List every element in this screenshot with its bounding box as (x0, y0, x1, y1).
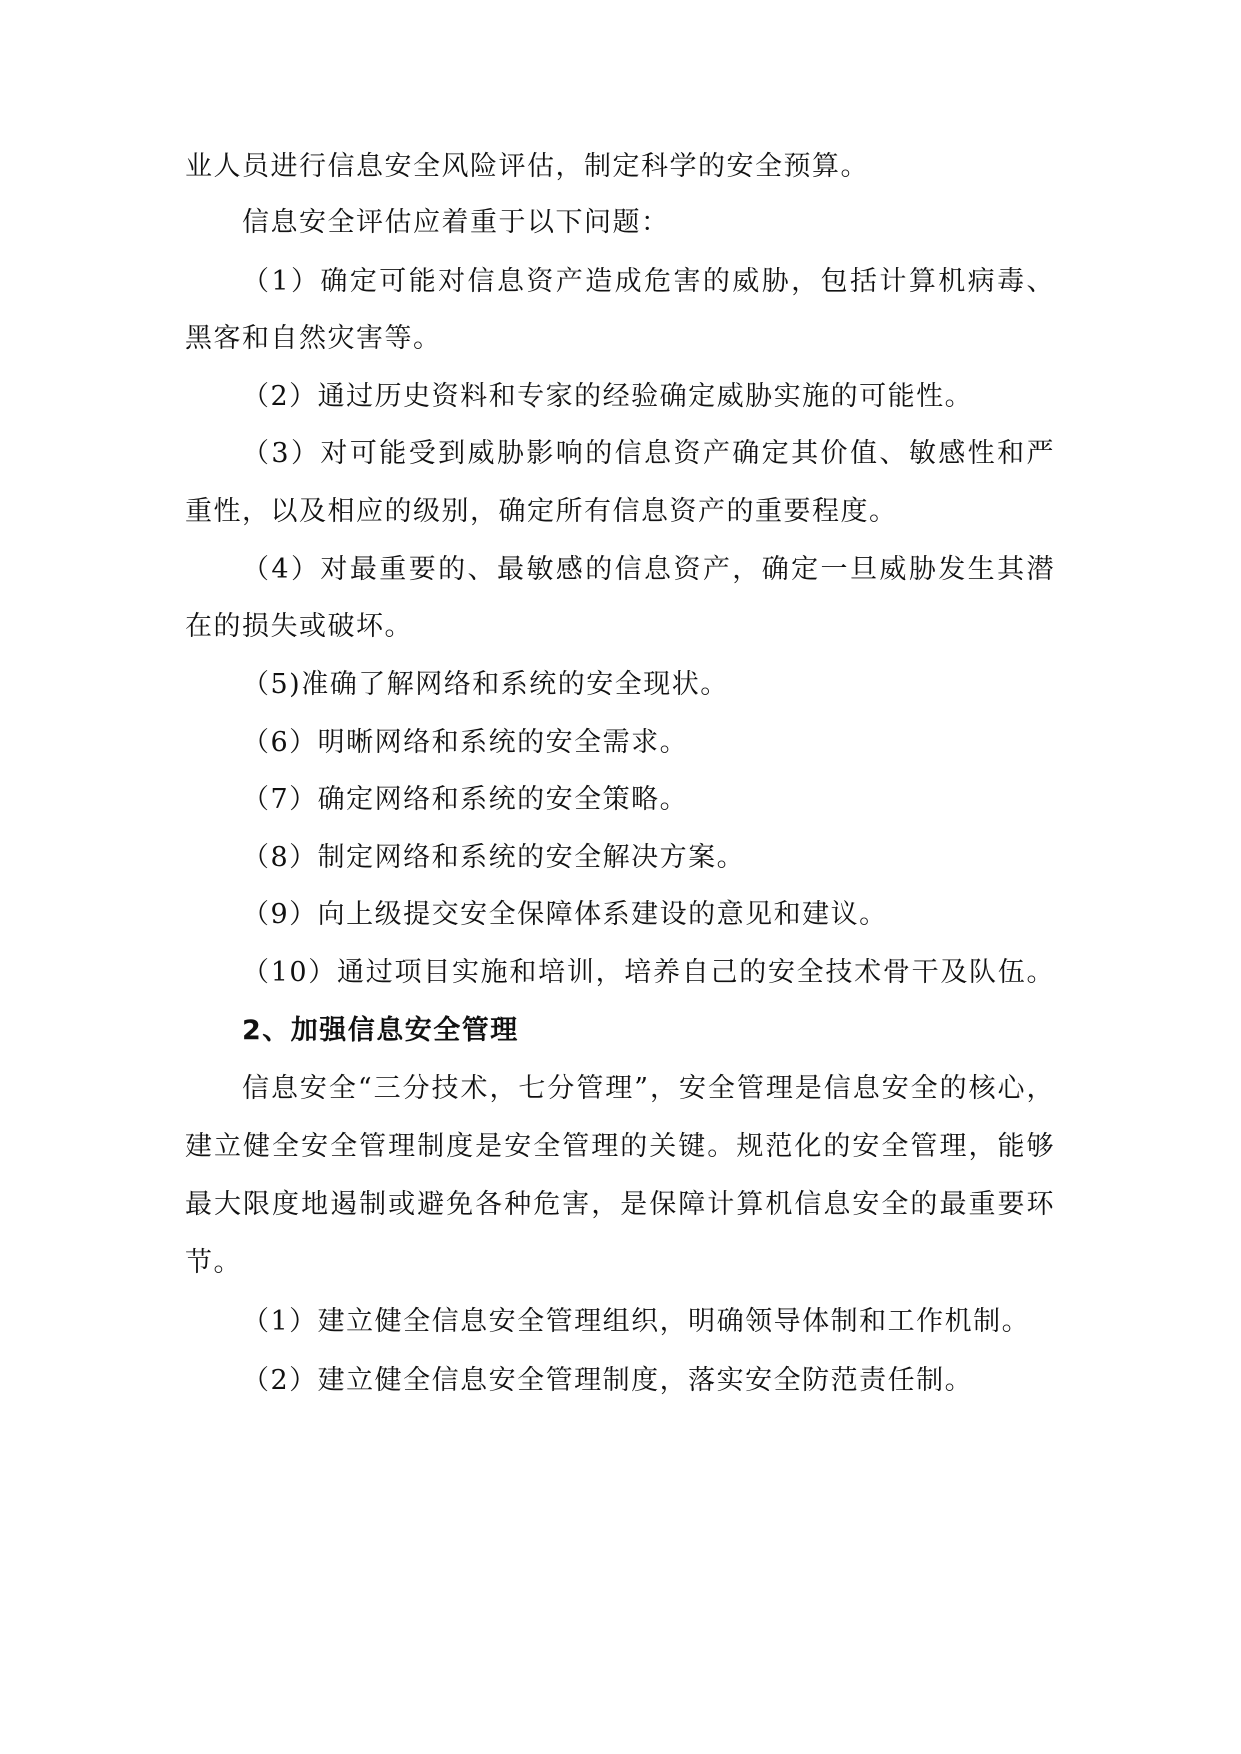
list-item-line: （6）明晰网络和系统的安全需求。 (242, 727, 689, 758)
list-item-line: （2）通过历史资料和专家的经验确定威胁实施的可能性。 (242, 381, 974, 412)
section-heading: 2、加强信息安全管理 (242, 1015, 519, 1046)
list-item-line: （9）向上级提交安全保障体系建设的意见和建议。 (242, 899, 888, 930)
paragraph-line: 最大限度地遏制或避免各种危害，是保障计算机信息安全的最重要环 (185, 1189, 1055, 1220)
list-item-line: 重性，以及相应的级别，确定所有信息资产的重要程度。 (185, 496, 898, 527)
list-item-line: （10）通过项目实施和培训，培养自己的安全技术骨干及队伍。 (242, 957, 1055, 988)
paragraph-line: 建立健全安全管理制度是安全管理的关键。规范化的安全管理，能够 (185, 1131, 1055, 1162)
list-item-line: （3）对可能受到威胁影响的信息资产确定其价值、敏感性和严 (242, 438, 1055, 469)
list-item-line: 在的损失或破坏。 (185, 611, 413, 642)
list-item-line: （1）建立健全信息安全管理组织，明确领导体制和工作机制。 (242, 1306, 1031, 1337)
list-item-line: （2）建立健全信息安全管理制度，落实安全防范责任制。 (242, 1365, 974, 1396)
list-item-line: （1）确定可能对信息资产造成危害的威胁，包括计算机病毒、 (242, 266, 1055, 297)
paragraph-line: 节。 (185, 1247, 242, 1278)
list-item-line: 黑客和自然灾害等。 (185, 323, 442, 354)
list-item-line: （7）确定网络和系统的安全策略。 (242, 784, 689, 815)
list-item-line: （5)准确了解网络和系统的安全现状。 (242, 669, 729, 700)
list-item-line: （8）制定网络和系统的安全解决方案。 (242, 842, 746, 873)
list-item-line: （4）对最重要的、最敏感的信息资产，确定一旦威胁发生其潜 (242, 554, 1055, 585)
paragraph-line: 信息安全评估应着重于以下问题： (242, 207, 670, 238)
paragraph-line: 信息安全“三分技术，七分管理”，安全管理是信息安全的核心， (242, 1073, 1055, 1104)
paragraph-line: 业人员进行信息安全风险评估，制定科学的安全预算。 (185, 151, 869, 182)
